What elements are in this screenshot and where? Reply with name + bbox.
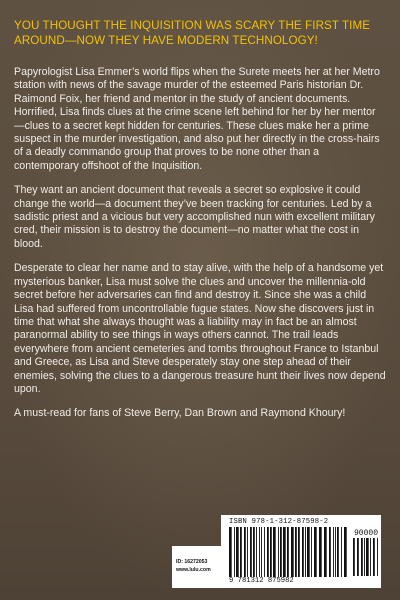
blurb-paragraph-4: A must-read for fans of Steve Berry, Dan Brown and Raymond Khoury! xyxy=(14,407,346,420)
lulu-id-label xyxy=(172,546,221,588)
isbn-barcode xyxy=(221,515,381,588)
blurb-paragraph-3: Desperate to clear her name and to stay alive, with the help of a handsome yet mysterious banker, Lisa must solve the clues and uncover the millennia-old secret before her adversaries can find and destroy it. Since she was a child Lisa had suffered from uncontrollable fugue states. Now she discovers just in time that what she always thought was a liability may in fact be an almost paranormal ability to see things in ways others cannot. The trail leads everywhere from ancient cemeteries and tombs throughout France to Istanbul and Greece, as Lisa and Steve desperately stay one step ahead of their enemies, solving the clues to a dangerous treasure hunt their lives now depend upon. xyxy=(14,262,386,395)
price-barcode-icon xyxy=(353,538,379,576)
barcode-digits: 9 781312 875982 xyxy=(229,577,294,585)
headline: YOU THOUGHT THE INQUISITION WAS SCARY THE FIRST TIME AROUND—NOW THEY HAVE MODERN TECHNOLOGY! xyxy=(14,19,371,47)
price-code: 90000 xyxy=(354,529,379,538)
blurb xyxy=(14,66,386,432)
blurb-paragraph-2: They want an ancient document that reveals a secret so explosive it could change the world—a document they’ve been tracking for centuries. Led by a sadistic priest and a vicious but very accomplished nun with excellent military cred, their mission is to destroy the document—no matter what the cost in blood. xyxy=(14,184,375,250)
id-number: ID: 16272053 xyxy=(176,559,208,565)
ean13-barcode-icon xyxy=(229,527,349,577)
isbn-label: ISBN 978-1-312-87598-2 xyxy=(229,518,329,526)
blurb-paragraph-1: Papyrologist Lisa Emmer’s world flips when the Surete meets her at her Metro station with news of the savage murder of the esteemed Paris historian Dr. Raimond Foix, her friend and mentor in the study of ancient documents. Horrified, Lisa finds clues at the crime scene left behind for her by her mentor—clues to a secret kept hidden for centuries. These clues make her a prime suspect in the murder investigation, and also put her directly in the cross-hairs of a deadly commando group that proves to be none other than a contemporary offshoot of the Inquisition. xyxy=(14,66,380,172)
id-url: www.lulu.com xyxy=(176,567,211,573)
